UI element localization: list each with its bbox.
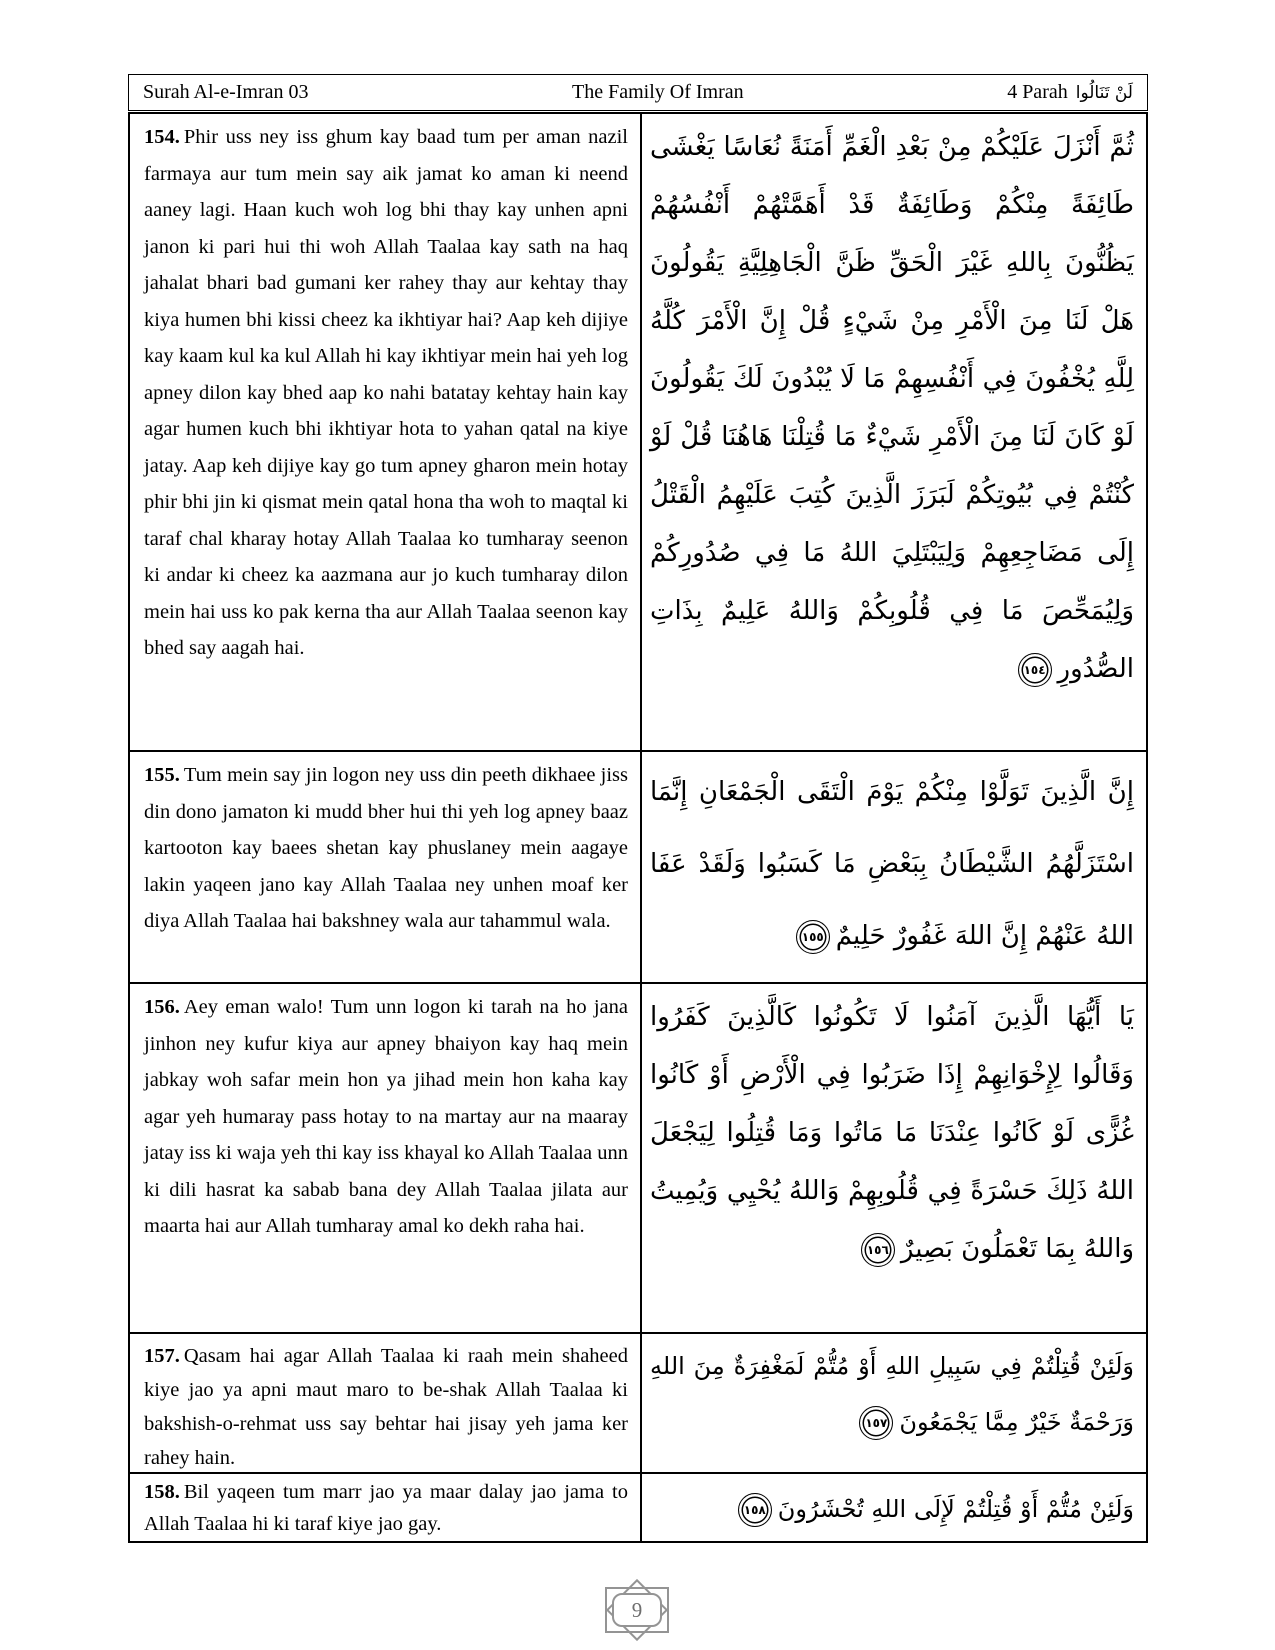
verse-arabic-text: وَلَئِنْ قُتِلْتُمْ فِي سَبِيلِ اللهِ أَوْ مُتُّمْ لَمَغْفِرَةٌ مِنَ اللهِ وَرَحْمَةٌ خَيْرٌ مِمَّا يَجْمَعُونَ [650, 1352, 1134, 1436]
arabic-cell [642, 1334, 1146, 1472]
verse-arabic [650, 988, 1134, 1278]
verse-row-155 [130, 752, 1146, 984]
verse-end-medallion [796, 920, 830, 954]
verse-arabic-text: وَلَئِنْ مُتُّمْ أَوْ قُتِلْتُمْ لَإِلَى اللهِ تُحْشَرُونَ [777, 1494, 1134, 1523]
arabic-cell [642, 752, 1146, 982]
verse-arabic-text: يَا أَيُّهَا الَّذِينَ آمَنُوا لَا تَكُونُوا كَالَّذِينَ كَفَرُوا وَقَالُوا لِإِخْوَانِهِمْ إِذَا ضَرَبُوا فِي الْأَرْضِ أَوْ كَانُوا غُزًّى لَوْ كَانُوا عِنْدَنَا مَا مَاتُوا وَمَا قُتِلُوا لِيَجْعَلَ اللهُ ذَلِكَ حَسْرَةً فِي قُلُوبِهِمْ وَاللهُ يُحْيِي وَيُمِيتُ وَاللهُ بِمَا تَعْمَلُونَ بَصِيرٌ [650, 1002, 1134, 1264]
verse-translation [144, 119, 628, 667]
arabic-cell [642, 114, 1146, 750]
parah-label [1007, 81, 1133, 104]
verse-translation-text: Phir uss ney iss ghum kay baad tum per aman nazil farmaya aur tum mein say aik jamat ko aman ki neend aaney lagi. Haan kuch woh log bhi thay kay unhen apni janon ki pari hui thi woh Allah Taalaa kay sath na haq jahalat bhari bad gumani ker rahey thay aur kehtay thay kiya humen bhi kissi cheez ka ikhtiyar hai? Aap keh dijiye kay kaam kul ka kul Allah hi kay ikhtiyar mein hai yeh log apney dilon kay bhed aap ko nahi batatay kehtay hain kay agar humen kuch bhi ikhtiyar hota to yahan qatal na kiye jatay. Aap keh dijiye kay go tum apney gharon mein hotay phir bhi jin ki qismat mein qatal hona tha woh to maqtal ki taraf chal kharay hotay Allah Taalaa ko tumharay seenon ki andar ki cheez ka aazmana aur jo kuch tumharay dilon mein hai uss ko pak kerna tha aur Allah Taalaa seenon kay bhed say aagah hai. [144, 126, 628, 659]
verse-number: 157. [144, 1345, 180, 1367]
verse-translation-text: Aey eman walo! Tum unn logon ki tarah na ho jana jinhon ney kufur kiya aur apney bhaiyon kay haq mein jabkay woh safar mein hon ya jihad mein hon kaha kay agar yeh humaray pass hotay to na martay aur na maaray jatay iss ki waja yeh thi kay iss khayal ko Allah Taalaa unn ki dili hasrat ka sabab bana dey Allah Taalaa jilata aur maarta hai aur Allah tumharay amal ko dekh raha hai. [144, 996, 628, 1237]
verse-row-157 [130, 1334, 1146, 1474]
verse-row-156 [130, 984, 1146, 1334]
translation-cell [130, 114, 642, 750]
translation-cell [130, 984, 642, 1332]
verse-row-154 [130, 114, 1146, 752]
translation-cell [130, 752, 642, 982]
page-header [128, 74, 1148, 111]
verse-translation [144, 757, 628, 940]
verse-translation-text: Tum mein say jin logon ney uss din peeth dikhaee jiss din dono jamaton ki mudd bher hui thi yeh log apney baaz kartooton kay baees shetan kay phuslaney mein aagaye lakin yaqeen jano kay Allah Taalaa ney unhen moaf ker diya Allah Taalaa hai bakshney wala aur tahammul wala. [144, 764, 628, 932]
verse-end-medallion [861, 1233, 895, 1267]
verse-number: 154. [144, 126, 180, 148]
verse-arabic [650, 1485, 1134, 1533]
verse-end-number: ١٥٨ [743, 1502, 766, 1517]
verse-translation [144, 1476, 628, 1540]
verse-end-number: ١٥٤ [1023, 662, 1046, 677]
verse-translation-text: Bil yaqeen tum marr jao ya maar dalay jao jama to Allah Taalaa hi ki taraf kiye jao gay. [144, 1481, 628, 1535]
verse-translation [144, 989, 628, 1245]
verse-end-medallion [738, 1493, 772, 1527]
arabic-cell [642, 984, 1146, 1332]
surah-english-title: The Family Of Imran [572, 81, 744, 103]
verse-translation [144, 1339, 628, 1472]
verse-end-number: ١٥٦ [866, 1242, 889, 1257]
verse-translation-text: Qasam hai agar Allah Taalaa ki raah mein shaheed kiye jao ya apni maut maro to be-shak Allah Taalaa ki bakshish-o-rehmat uss say behtar hai jisay yeh jama ker rahey hain. [144, 1345, 628, 1469]
verse-arabic [650, 756, 1134, 972]
verse-end-number: ١٥٧ [865, 1416, 888, 1430]
surah-title: Surah Al-e-Imran 03 [143, 81, 309, 103]
verse-number: 155. [144, 764, 180, 786]
page-number-emblem [597, 1578, 677, 1642]
verse-arabic [650, 1338, 1134, 1450]
arabic-cell [642, 1474, 1146, 1541]
verse-arabic [650, 118, 1134, 698]
verses-table [128, 112, 1148, 1543]
verse-end-number: ١٥٥ [801, 929, 824, 944]
parah-arabic-name: لَنْ تَنَالُوا [1075, 82, 1133, 103]
verse-number: 156. [144, 996, 180, 1018]
translation-cell [130, 1334, 642, 1472]
verse-end-medallion [859, 1406, 893, 1440]
verse-arabic-text: ثُمَّ أَنْزَلَ عَلَيْكُمْ مِنْ بَعْدِ الْغَمِّ أَمَنَةً نُعَاسًا يَغْشَى طَائِفَةً مِنْكُمْ وَطَائِفَةٌ قَدْ أَهَمَّتْهُمْ أَنْفُسُهُمْ يَظُنُّونَ بِاللهِ غَيْرَ الْحَقِّ ظَنَّ الْجَاهِلِيَّةِ يَقُولُونَ هَلْ لَنَا مِنَ الْأَمْرِ مِنْ شَيْءٍ قُلْ إِنَّ الْأَمْرَ كُلَّهُ لِلَّهِ يُخْفُونَ فِي أَنْفُسِهِمْ مَا لَا يُبْدُونَ لَكَ يَقُولُونَ لَوْ كَانَ لَنَا مِنَ الْأَمْرِ شَيْءٌ مَا قُتِلْنَا هَاهُنَا قُلْ لَوْ كُنْتُمْ فِي بُيُوتِكُمْ لَبَرَزَ الَّذِينَ كُتِبَ عَلَيْهِمُ الْقَتْلُ إِلَى مَضَاجِعِهِمْ وَلِيَبْتَلِيَ اللهُ مَا فِي صُدُورِكُمْ وَلِيُمَحِّصَ مَا فِي قُلُوبِكُمْ وَاللهُ عَلِيمٌ بِذَاتِ الصُّدُورِ [650, 132, 1134, 684]
verse-end-medallion [1018, 653, 1052, 687]
page-number: 9 [631, 1597, 643, 1622]
translation-cell [130, 1474, 642, 1541]
verse-row-158 [130, 1474, 1146, 1541]
verse-arabic-text: إِنَّ الَّذِينَ تَوَلَّوْا مِنْكُمْ يَوْمَ الْتَقَى الْجَمْعَانِ إِنَّمَا اسْتَزَلَّهُمُ الشَّيْطَانُ بِبَعْضِ مَا كَسَبُوا وَلَقَدْ عَفَا اللهُ عَنْهُمْ إِنَّ اللهَ غَفُورٌ حَلِيمٌ [650, 777, 1134, 951]
verse-number: 158. [144, 1481, 180, 1503]
parah-number: 4 Parah [1007, 81, 1068, 103]
